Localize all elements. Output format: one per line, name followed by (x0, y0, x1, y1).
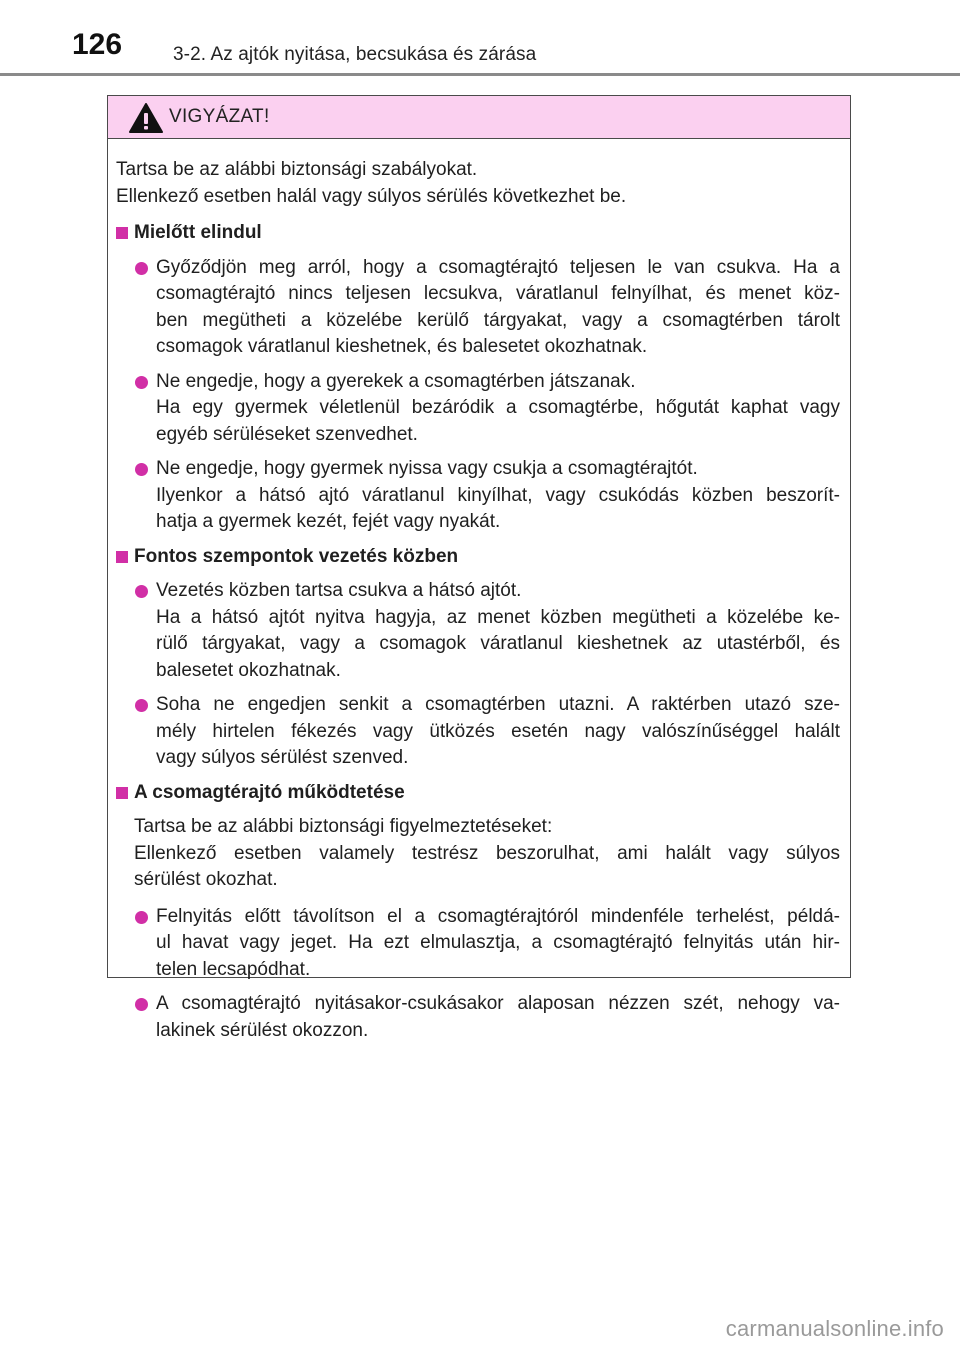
item-line: rülő tárgyakat, vagy a csomagok váratlanul kieshetnek az utastérből, és (156, 633, 840, 654)
warning-triangle-icon (128, 102, 164, 134)
list-item (116, 692, 840, 772)
list-item (116, 456, 840, 536)
round-bullet-icon (135, 463, 148, 476)
warning-header (108, 96, 850, 139)
header-divider (0, 73, 960, 76)
item-line: mély hirtelen fékezés vagy ütközés esetén nagy valószínűséggel halált (156, 720, 840, 742)
chapter-title: 3-2. Az ajtók nyitása, becsukása és zárása (173, 44, 537, 65)
item-line: csomagok váratlanul kieshetnek, és balesetet okozhatnak. (156, 336, 648, 357)
intro-line: Tartsa be az alábbi biztonsági szabályokat. (116, 159, 478, 180)
square-bullet-icon (116, 551, 128, 563)
section-text-line: Ellenkező esetben valamely testrész beszorulhat, ami halált vagy súlyos (134, 842, 840, 864)
section-text-line: Tartsa be az alábbi biztonsági figyelmeztetéseket: (134, 816, 553, 837)
round-bullet-icon (135, 585, 148, 598)
page-number: 126 (72, 28, 123, 61)
round-bullet-icon (135, 262, 148, 275)
warning-box (107, 95, 851, 1041)
round-bullet-icon (135, 911, 148, 924)
item-line: ben megütheti a közelébe kerülő tárgyakat, vagy a csomagtérben tárolt (156, 309, 840, 331)
item-line: Felnyitás előtt távolítson el a csomagtérajtóról mindenféle terhelést, példá- (156, 905, 840, 927)
item-line: lakinek sérülést okozzon. (156, 1019, 369, 1041)
section-heading (116, 220, 840, 247)
section-heading-text: Mielőtt elindul (134, 222, 262, 243)
list-item (116, 369, 840, 449)
list-item (116, 904, 840, 984)
round-bullet-icon (135, 998, 148, 1011)
item-line: A csomagtérajtó nyitásakor-csukásakor alaposan nézzen szét, nehogy va- (156, 993, 840, 1014)
round-bullet-icon (135, 376, 148, 389)
round-bullet-icon (135, 699, 148, 712)
page-header (0, 0, 960, 78)
item-line: Ha egy gyermek véletlenül bezáródik a csomagtérbe, hőgutát kaphat vagy (156, 397, 840, 418)
item-line: csomagtérajtó nincs teljesen lecsukva, váratlanul felnyílhat, és menet köz- (156, 283, 840, 304)
intro-line: Ellenkező esetben halál vagy súlyos sérülés következhet be. (116, 185, 627, 207)
warning-title: VIGYÁZAT! (169, 106, 270, 127)
section-heading (116, 780, 840, 807)
item-line: Ne engedje, hogy a gyerekek a csomagtérben játszanak. (156, 370, 636, 392)
item-line: balesetet okozhatnak. (156, 659, 341, 681)
watermark-text: carmanualsonline.info (725, 1316, 944, 1341)
item-line: telen lecsapódhat. (156, 958, 311, 980)
item-line: ul havat vagy jeget. Ha ezt elmulasztja, a csomagtérajtó felnyitás után hir- (156, 932, 840, 953)
list-item (116, 578, 840, 684)
item-line: Soha ne engedjen senkit a csomagtérben utazni. A raktérben utazó sze- (156, 694, 840, 715)
item-line: hatja a gyermek kezét, fejét vagy nyakát. (156, 511, 501, 532)
item-line: Ne engedje, hogy gyermek nyissa vagy csukja a csomagtérajtót. (156, 458, 698, 479)
warning-body (108, 139, 850, 1044)
section-text (116, 814, 840, 894)
item-line: Ha a hátsó ajtót nyitva hagyja, az menet közben megütheti a közelébe ke- (156, 606, 840, 628)
item-line: Győződjön meg arról, hogy a csomagtérajtó teljesen le van csukva. Ha a (156, 256, 840, 278)
section-text-line: sérülést okozhat. (134, 869, 278, 890)
section-heading-text: A csomagtérajtó működtetése (134, 781, 405, 803)
section-heading-text: Fontos szempontok vezetés közben (134, 545, 459, 567)
list-item (116, 991, 840, 1044)
square-bullet-icon (116, 227, 128, 239)
item-line: Vezetés közben tartsa csukva a hátsó ajtót. (156, 580, 522, 601)
square-bullet-icon (116, 787, 128, 799)
item-line: vagy súlyos sérülést szenved. (156, 747, 409, 768)
section-heading (116, 544, 840, 571)
item-line: Ilyenkor a hátsó ajtó váratlanul kinyílhat, vagy csukódás közben beszorít- (156, 484, 840, 506)
item-line: egyéb sérüléseket szenvedhet. (156, 423, 418, 445)
list-item (116, 255, 840, 361)
warning-intro (116, 157, 840, 210)
